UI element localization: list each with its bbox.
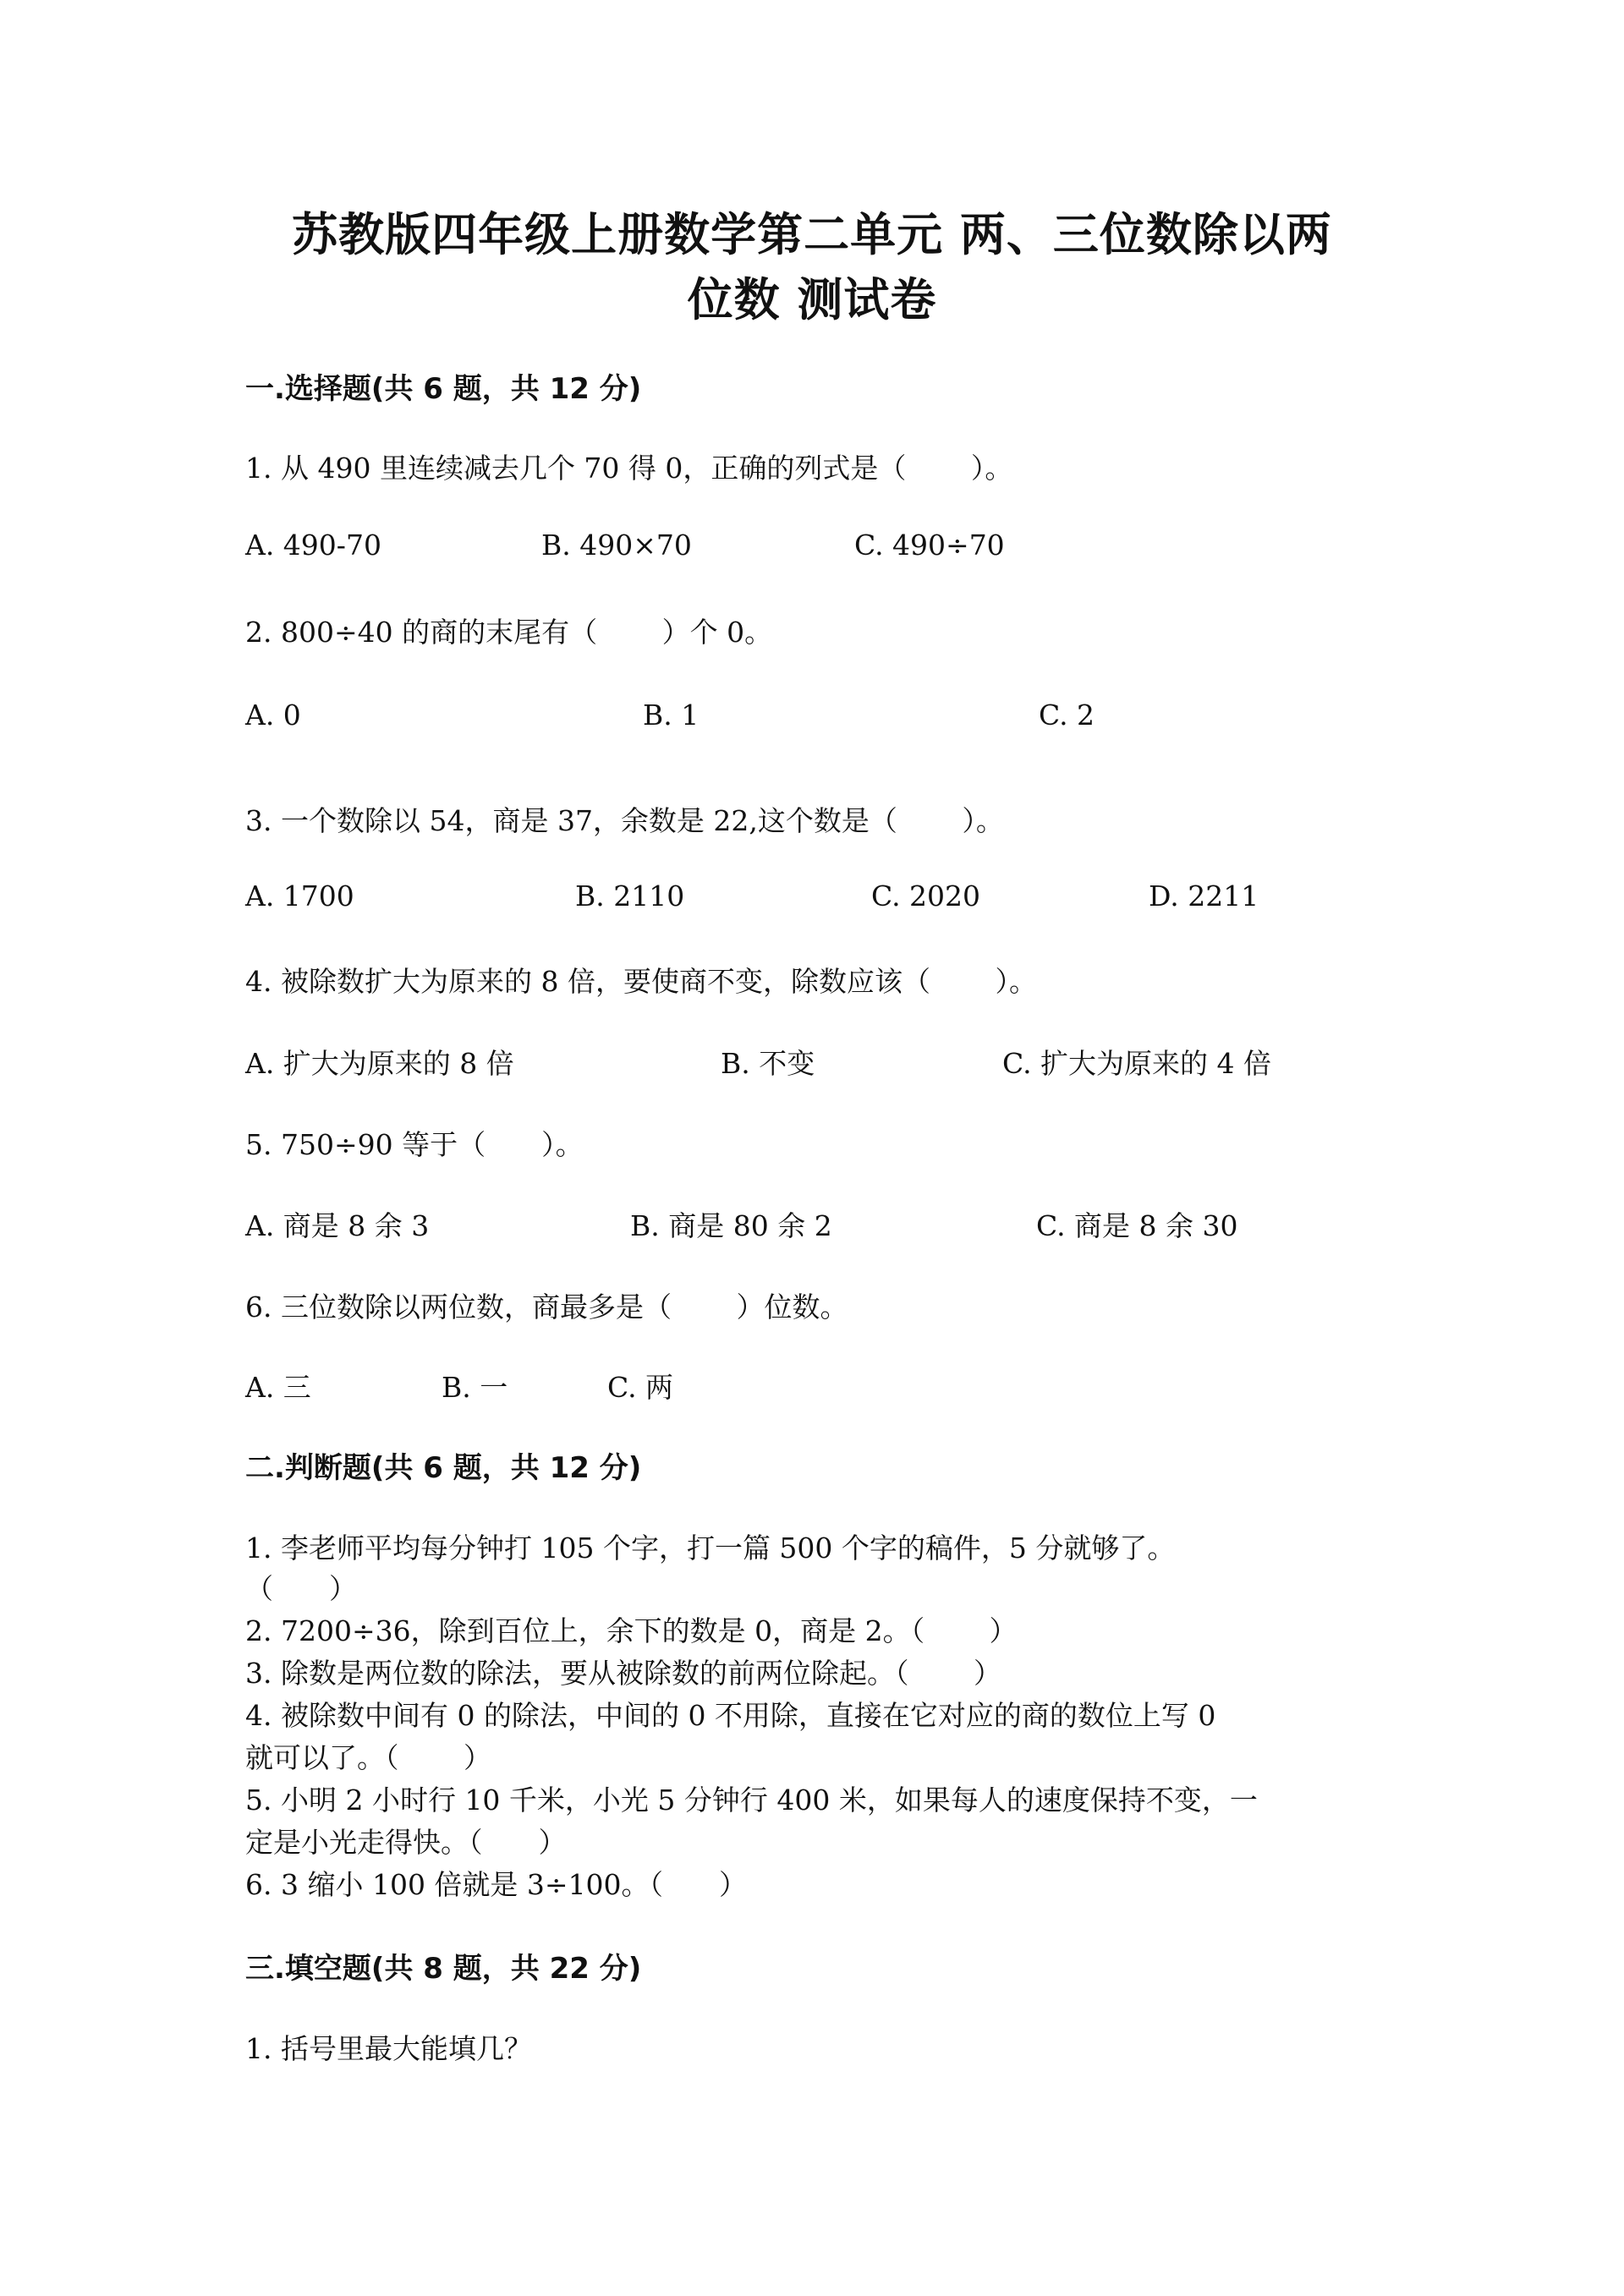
statement-line: 6. 3 缩小 100 倍就是 3÷100。（ ）: [245, 1868, 748, 1901]
statement-line: 1. 李老师平均每分钟打 105 个字，打一篇 500 个字的稿件，5 分就够了。: [245, 1532, 1176, 1564]
question-text: 4. 被除数扩大为原来的 8 倍，要使商不变，除数应该（ ）。: [245, 965, 1037, 998]
option-b: B. 一: [442, 1371, 508, 1404]
option-b: B. 2110: [575, 879, 685, 912]
section-header-true-false: 二.判断题(共 6 题，共 12 分): [245, 1451, 642, 1485]
option-c: C. 2020: [871, 879, 981, 912]
option-a: A. 三: [245, 1371, 311, 1404]
statement-line: 4. 被除数中间有 0 的除法，中间的 0 不用除，直接在它对应的商的数位上写 0: [245, 1699, 1216, 1732]
question-text: 6. 三位数除以两位数，商最多是（ ）位数。: [245, 1290, 848, 1323]
statement-line: 3. 除数是两位数的除法，要从被除数的前两位除起。（ ）: [245, 1657, 1001, 1690]
option-b: B. 不变: [721, 1047, 815, 1080]
statement-line: 就可以了。（ ）: [245, 1741, 491, 1774]
page-title-line-1: 苏教版四年级上册数学第二单元 两、三位数除以两: [292, 208, 1332, 261]
option-b: B. 490×70: [541, 529, 692, 562]
statement-line: 定是小光走得快。（ ）: [245, 1826, 567, 1859]
option-a: A. 扩大为原来的 8 倍: [245, 1047, 514, 1080]
section-header-fill-blank: 三.填空题(共 8 题，共 22 分): [245, 1952, 642, 1986]
question-text: 1. 从 490 里连续减去几个 70 得 0，正确的列式是（ ）。: [245, 452, 1013, 485]
statement-line: 5. 小明 2 小时行 10 千米，小光 5 分钟行 400 米，如果每人的速度保持不变，一: [245, 1784, 1258, 1817]
option-c: C. 2: [1039, 699, 1095, 732]
option-c: C. 490÷70: [854, 529, 1005, 562]
option-d: D. 2211: [1149, 879, 1259, 912]
question-text: 2. 800÷40 的商的末尾有（ ）个 0。: [245, 616, 773, 649]
statement-line: 2. 7200÷36，除到百位上，余下的数是 0，商是 2。（ ）: [245, 1614, 1018, 1647]
question-text: 5. 750÷90 等于（ ）。: [245, 1128, 584, 1161]
answer-blank: （ ）: [245, 1572, 357, 1605]
option-b: B. 1: [643, 699, 700, 732]
section-header-choice: 一.选择题(共 6 题，共 12 分): [245, 372, 642, 406]
question-text: 1. 括号里最大能填几？: [245, 2032, 532, 2065]
option-c: C. 两: [607, 1371, 674, 1404]
option-a: A. 490-70: [245, 529, 381, 562]
page-title-line-2: 位数 测试卷: [687, 273, 937, 326]
option-c: C. 扩大为原来的 4 倍: [1002, 1047, 1272, 1080]
option-b: B. 商是 80 余 2: [630, 1209, 832, 1242]
option-c: C. 商是 8 余 30: [1036, 1209, 1238, 1242]
option-a: A. 0: [245, 699, 301, 732]
question-text: 3. 一个数除以 54，商是 37，余数是 22,这个数是（ ）。: [245, 804, 1004, 837]
option-a: A. 商是 8 余 3: [245, 1209, 430, 1242]
option-a: A. 1700: [245, 879, 354, 912]
